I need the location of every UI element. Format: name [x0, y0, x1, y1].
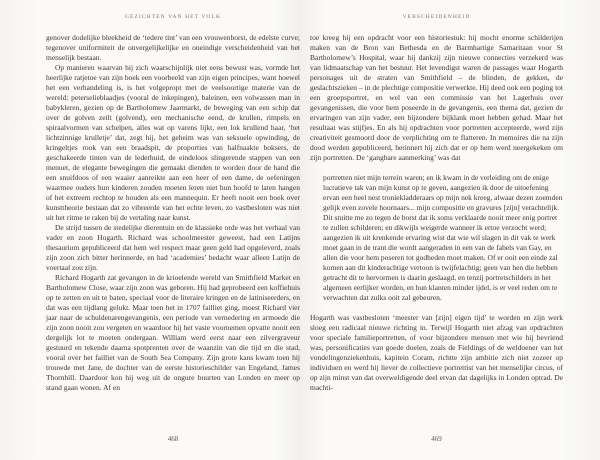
- running-head-left: GEZICHTEN VAN HET VOLK: [124, 14, 222, 20]
- paragraph: genover dodelijke bleekheid de ‘tedere tint’ van een vrouwenborst, de edelste curve; tegenover uniformiteit de onvergelijkelijke en oneindige verscheidenheid van het menselijk bestaan.: [46, 33, 300, 62]
- paragraph: toe kreeg hij een opdracht voor een historiestuk: hij mocht enorme schilderijen maken van de Bron van Bethesda en de Barmhartige Samaritaan voor St Bartholomew’s Hospital, waar hij dankzij zijn nieuwe connecties verzekerd was van lidmaatschap van het bestuur. Het levendigst waren de passages waar Hogarth personages uit de straten van Smithfield – de blinden, de gekken, de geslachtszieken – in de plechtige compositie verwerkte. Hij deed ook een poging tot een groepsportret, en wel van een commissie van het Lagerhuis over gevangenissen, die voor hem poseerde in de gevangenis, een thema dat, gezien de ervaringen van zijn vader, een bijzondere bijklank moet hebben gehad. Maar het resultaat was stijfjes. En als hij opdrachten voor portretten accepteerde, werd zijn creativiteit gesmoord door de verplichting om te flatteren. In memoires die na zijn dood werden gepubliceerd, herinnert hij zich dat er op hem werd neergekeken om zijn portretten. De ‘gangbare aanmerking’ was dat: [310, 33, 563, 162]
- paragraph: Richard Hogarth zat gevangen in de krioelende wereld van Smithfield Market en Bartholomew Close, waar zijn zoon was geboren. Hij had geprobeerd een koffiehuis op te zetten en uit te baten, speciaal voor de literaire kringen en de latiniseerders, en dat was een tijdlang gelukt. Maar toen het in 1707 failliet ging, moest Richard vier jaar naar de schuldenarengevangenis, een periode van vernedering en armoede die zijn zoon nooit zou vergeten en waardoor hij het vaste voornemen opvatte nooit een dergelijk lot te moeten ondergaan. William werd eerst naar een zilvergraveur gestuurd en tekende daarna spotprenten over de waanzin van die tijd en die stad, vooral over het failliet van de South Sea Company. Zijn grote kans kwam toen hij trouwde met Jane, de dochter van de eerste historieschilder van Engeland, James Thornhill. Daardoor kon hij weg uit de ongure buurten van Londen en meer op stand gaan wonen. Af en: [46, 273, 300, 392]
- paragraph: De strijd tussen de stedelijke dierentuin en de klassieke orde was het verhaal van vader en zoon Hogarth. Richard was schoolmeester geweest, had een Latijns thesaurium gepubliceerd dat hem wel respect maar geen geld had opgeleverd, zoals zijn zoon zich bitter herinnerde, en had ‘academies’ bedacht waar alleen Latijn de voertaal zou zijn.: [46, 223, 300, 272]
- left-page-body: [46, 33, 300, 393]
- block-quote: portretten niet mijn terrein waren; en ik kwam in de verleiding om de enige lucratieve tak van mijn kunst op te geven, aangezien ik door de uitoefening ervan een heel nest troniekladderaars op mijn nek kreeg, alwaar dezen zoemden gelijk even zovele hoornaars... mijn compositie en gravures [zijn] verachtelijk. Dit stuitte me zo tegen de borst dat ik soms verklaarde nooit meer enig portret te zullen schilderen; en dikwijls weigerde wanneer ik ertoe verzocht werd; aangezien ik uit krenkende ervaring wist dat wie wil slagen in dit vak te werk moet gaan in de trant die wordt aangeraden in een van de fabels van Gay, en allen die voor hem poseren tot godheden moet maken. Of er ooit een einde zal komen aan dit kinderachtige vertoon is twijfelachtig; geen van hen die hebben getracht dit te hervormen is daarin geslaagd, en tenzij portretschilders in het algemeen eerlijker worden, en hun klanten minder ijdel, is er veel reden om te verwachten dat zulks ooit zal gebeuren.: [323, 173, 563, 302]
- left-page: [46, 14, 300, 450]
- right-page-body: [310, 33, 563, 393]
- paragraph: Op manieren waarvan hij zich waarschijnlijk niet eens bewust was, vormde het heerlijke ratjetoe van zijn boek een voorbeeld van zijn eigen principes, want hoewel het een verhandeling is, is het volgepropt met de veelsoortige materie van de wereld: peterselieblaadjes (vooral de inkepingen), baleinen, een volwassen man in babykleren, gezien op de Bartholomew Jaarmarkt, de beweging van een schip dat over de golven zeilt (golvend), een mechanische eend, de krullen, rimpels en spiraalvormen van schelpen, alles wat op varens lijkt, een lok krullend haar, ‘het lichtzinnige krulletje’ dat, zegt hij, het geheim was van seksuele opwinding, de kringeltjes rook van een braadspit, de proporties van halfnaakte boksers, de geschakeerde tinten van de lederhuid, de eindeloos slingerende stappen van een menuet, de elegante bewegingen die gemaakt dienden te worden door de hand die een snuifdoos of een waaier aanreikte aan een heer of een dame, de oefeningen waarmee ouders hun kinderen zouden moeten leren niet hun hoofd te laten hangen of het extreem rechtop te houden als een mannequin. Er heeft nooit een boek over kunsttheorie bestaan dat zo vibreerde van het echte leven, zo vastbesloten was niet uit het ritme te raken bij de vertaling naar kunst.: [46, 63, 300, 222]
- page-number-right: 469: [431, 435, 442, 443]
- page-number-left: 468: [167, 435, 179, 443]
- paragraph: Hogarth was vastbesloten ‘meester van [zijn] eigen tijd’ te worden en zijn werk sloeg een radicaal nieuwe richting in. Terwijl Hogarth niet afzag van opdrachten voor speciale familieportretten, of voor bijzondere mensen met wie hij bevriend was, personificaties van goede doelen, zoals de Fieldings of de weldoener van het vondelingenziekenhuis, kapitein Coram, richtte zijn ambitie zich niet zozeer op individuen en werd hij liever de collectieve portrettist van het menselijke circus, of op zijn minst van dat overweldigende deel ervan dat dagelijks in Londen optrad. De machti-: [310, 313, 563, 392]
- running-head-right: VERSCHEIDENHEID: [402, 14, 471, 20]
- right-page: [310, 14, 563, 450]
